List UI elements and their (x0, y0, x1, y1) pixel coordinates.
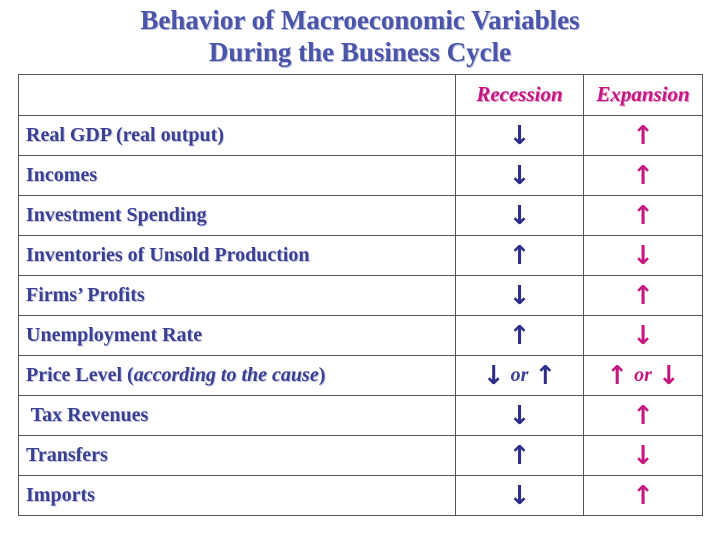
arrow-up-icon: ↑ (632, 200, 654, 231)
recession-cell (456, 276, 584, 316)
row-label (19, 356, 456, 396)
arrow-up-icon: ↑ (508, 240, 531, 271)
expansion-cell (584, 116, 703, 156)
arrow-down-icon: ↓ (508, 280, 531, 311)
recession-cell (456, 436, 584, 476)
page-title (0, 4, 720, 68)
arrow-up-icon: ↑ (508, 320, 531, 351)
row-label: Incomes (19, 156, 456, 196)
expansion-cell (584, 196, 703, 236)
row-label-prefix: Price Level ( (26, 364, 134, 386)
arrow-down-icon: ↓ (508, 200, 531, 231)
expansion-cell (584, 276, 703, 316)
arrow-down-icon: ↓ (482, 360, 505, 391)
arrow-up-icon: ↑ (606, 360, 629, 391)
expansion-cell (584, 436, 703, 476)
recession-cell (456, 396, 584, 436)
title-line-1: Behavior of Macroeconomic Variables (140, 5, 580, 35)
expansion-cell (584, 396, 703, 436)
row-label: Real GDP (real output) (19, 116, 456, 156)
arrow-down-icon: ↓ (632, 240, 654, 271)
table-row (19, 236, 703, 276)
arrow-down-icon: ↓ (508, 480, 531, 511)
column-header-expansion: Expansion (584, 75, 703, 116)
arrow-up-icon: ↑ (632, 160, 654, 191)
row-label: Unemployment Rate (19, 316, 456, 356)
table-row (19, 116, 703, 156)
recession-cell (456, 316, 584, 356)
recession-cell (456, 356, 584, 396)
arrow-up-icon: ↑ (632, 120, 654, 151)
table-row (19, 356, 703, 396)
expansion-cell (584, 476, 703, 516)
row-label: Inventories of Unsold Production (19, 236, 456, 276)
recession-cell (456, 116, 584, 156)
business-cycle-table (18, 74, 703, 516)
arrow-up-icon: ↑ (508, 440, 531, 471)
header-blank-cell (19, 75, 456, 116)
expansion-cell (584, 356, 703, 396)
row-label: Investment Spending (19, 196, 456, 236)
table-row (19, 276, 703, 316)
recession-cell (456, 476, 584, 516)
table-row (19, 196, 703, 236)
arrow-up-icon: ↑ (632, 480, 654, 511)
expansion-cell (584, 316, 703, 356)
table-row (19, 476, 703, 516)
table-header-row (19, 75, 703, 116)
arrow-down-icon: ↓ (508, 160, 531, 191)
recession-cell (456, 236, 584, 276)
row-label: Imports (19, 476, 456, 516)
or-label: or (634, 364, 652, 386)
expansion-cell (584, 156, 703, 196)
arrow-up-icon: ↑ (534, 360, 557, 391)
arrow-down-icon: ↓ (508, 400, 531, 431)
row-label-suffix: ) (318, 364, 326, 386)
table-row (19, 396, 703, 436)
arrow-down-icon: ↓ (508, 120, 531, 151)
row-label-italic: according to the cause (133, 364, 319, 386)
expansion-cell (584, 236, 703, 276)
column-header-recession: Recession (456, 75, 584, 116)
arrow-down-icon: ↓ (657, 360, 680, 391)
table-row (19, 436, 703, 476)
row-label: Transfers (19, 436, 456, 476)
recession-cell (456, 196, 584, 236)
table-row (19, 156, 703, 196)
row-label: Firms’ Profits (19, 276, 456, 316)
title-line-2: During the Business Cycle (208, 37, 512, 67)
table-row (19, 316, 703, 356)
row-label: Tax Revenues (19, 396, 456, 436)
arrow-up-icon: ↑ (632, 400, 654, 431)
recession-cell (456, 156, 584, 196)
or-label: or (510, 364, 529, 386)
arrow-down-icon: ↓ (632, 440, 654, 471)
arrow-down-icon: ↓ (632, 320, 654, 351)
arrow-up-icon: ↑ (632, 280, 654, 311)
